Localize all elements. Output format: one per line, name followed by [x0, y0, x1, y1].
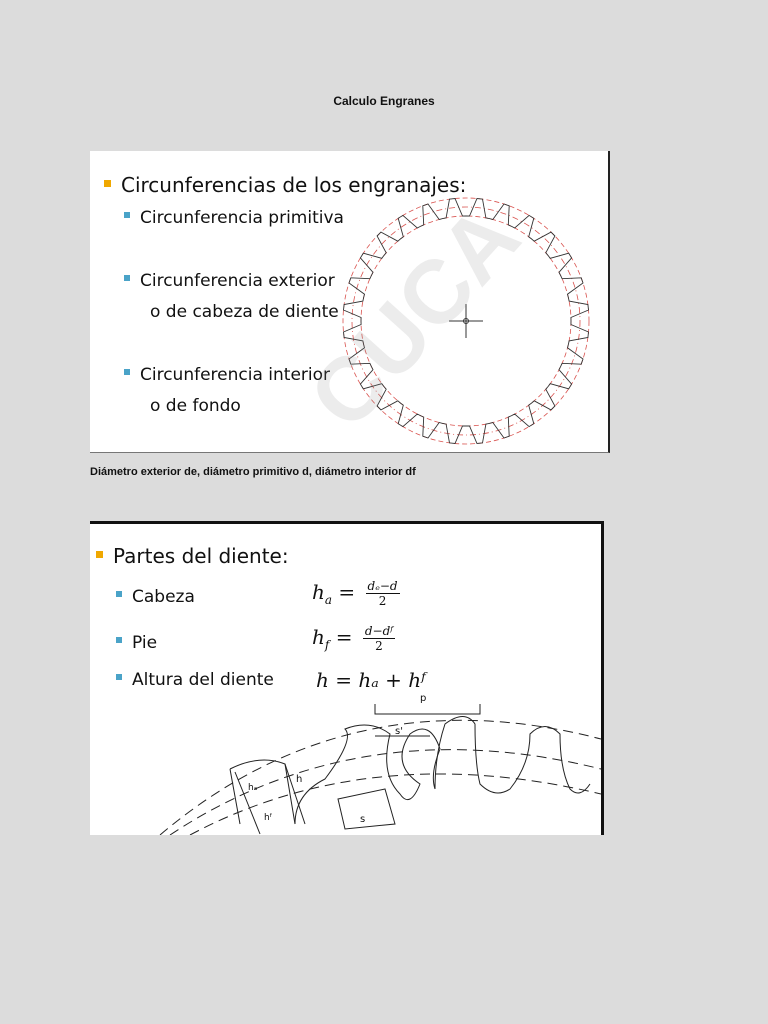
figure-caption: Diámetro exterior de, diámetro primitivo d, diámetro interior df — [90, 466, 416, 478]
slide2-heading-text: Partes del diente: — [113, 544, 289, 568]
slide2-item-text: Altura del diente — [132, 670, 274, 690]
h-line — [285, 764, 305, 824]
formula-dedendum: $h_f$ = $\frac{\text{d−dᶠ}}{2}$ — [312, 624, 394, 653]
tooth-diagram — [90, 524, 601, 835]
formula-tooth-height: h = hₐ + hᶠ — [316, 668, 426, 692]
slide1-item-text: Circunferencia interior — [140, 365, 331, 385]
center-cross-icon — [449, 304, 483, 338]
slide-gear-circles — [90, 151, 610, 453]
label-s: s — [360, 814, 366, 825]
document-title: Calculo Engranes — [333, 94, 435, 108]
slide1-item-exterior-cont: o de cabeza de diente — [150, 302, 339, 322]
s-dimension — [338, 789, 395, 829]
slide2-item-text: Cabeza — [132, 587, 195, 607]
tooth-profile — [295, 725, 440, 824]
label-s-prime: s' — [395, 726, 403, 737]
label-h: h — [296, 774, 303, 785]
slide1-item-text: Circunferencia exterior — [140, 271, 335, 291]
slide-tooth-parts — [90, 521, 604, 835]
ha-line — [235, 772, 260, 834]
pitch-dimension — [375, 704, 480, 714]
label-ha: hₐ — [248, 783, 258, 793]
slide1-heading-text: Circunferencias de los engranajes: — [121, 173, 467, 197]
tooth-profile — [435, 717, 590, 794]
formula-addendum: $h_a$ = $\frac{\text{dₑ−d}}{2}$ — [312, 579, 398, 608]
label-hf: hᶠ — [264, 813, 273, 823]
slide1-item-text: Circunferencia primitiva — [140, 208, 344, 228]
slide2-item-text: Pie — [132, 633, 158, 653]
slide1-item-interior-cont: o de fondo — [150, 396, 241, 416]
tooth-profile — [230, 760, 295, 824]
label-p: p — [420, 693, 427, 704]
gear-drawing — [90, 151, 608, 452]
